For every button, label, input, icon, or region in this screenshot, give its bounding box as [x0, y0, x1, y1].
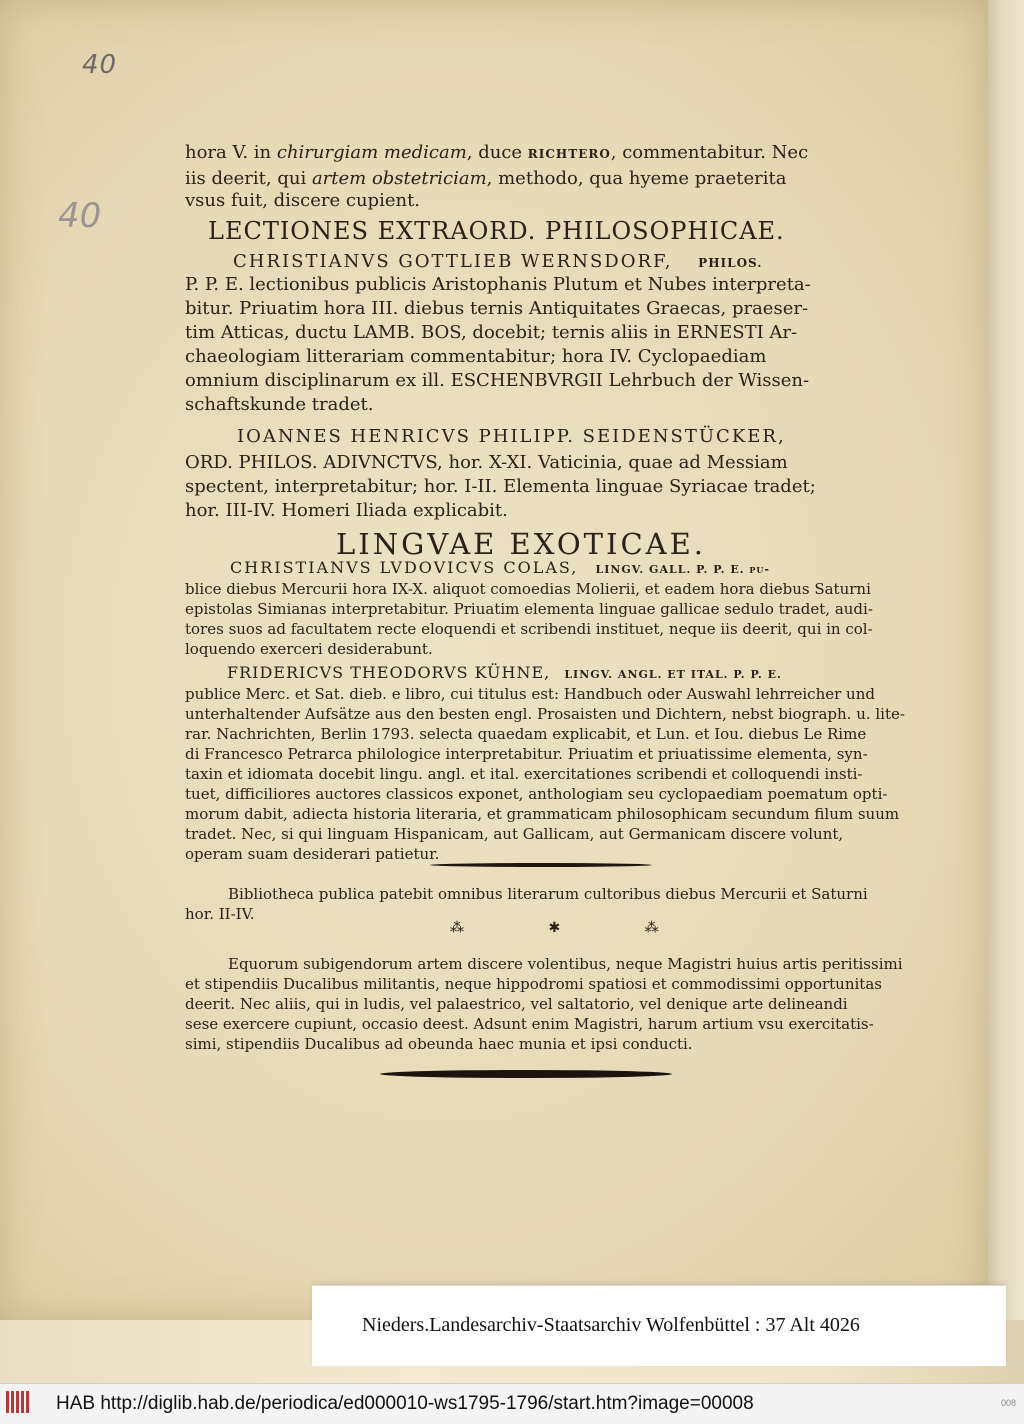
text-line: taxin et idiomata docebit lingu. angl. et ital. exercitationes scribendi et colloquendi insti- — [185, 765, 863, 783]
text-line: iis deerit, qui artem obstetriciam, methodo, qua hyeme praeterita — [185, 168, 787, 189]
text-line: operam suam desiderari patietur. — [185, 845, 440, 863]
text-line: epistolas Simianas interpretabitur. Priuatim elementa linguae gallicae sedulo tradet, audi- — [185, 600, 873, 618]
text-line: sese exercere cupiunt, occasio deest. Adsunt enim Magistri, harum artium vsu exercitatis- — [185, 1015, 874, 1033]
text-line: deerit. Nec aliis, qui in ludis, vel palaestrico, vel saltatorio, vel denique arte delineandi — [185, 995, 848, 1013]
text-line: spectent, interpretabitur; hor. I-II. Elementa linguae Syriacae tradet; — [185, 476, 816, 497]
section-heading-exoticae: LINGVAE EXOTICAE. — [336, 527, 706, 561]
closing-ornament — [380, 1070, 672, 1078]
viewer-footer — [0, 1383, 1024, 1424]
text-line: blice diebus Mercurii hora IX-X. aliquot comoedias Molierii, et eadem hora diebus Saturni — [185, 580, 871, 598]
text-line: hora V. in chirurgiam medicam, duce RICHTERO, commentabitur. Nec — [185, 142, 809, 163]
text-line: unterhaltender Aufsätze aus den besten engl. Prosaisten und Dichtern, nebst biograph. u. lite- — [185, 705, 905, 723]
lecturer-name: FRIDERICVS THEODORVS KÜHNE, LINGV. ANGL. ET ITAL. P. P. E. — [227, 663, 782, 682]
text-line: Equorum subigendorum artem discere volentibus, neque Magistri huius artis peritissimi — [228, 955, 903, 973]
divider-rule — [430, 863, 652, 867]
text-line: tim Atticas, ductu LAMB. BOS, docebit; ternis aliis in ERNESTI Ar- — [185, 322, 798, 343]
text-line: et stipendiis Ducalibus militantis, neque hippodromi spatiosi et commodissimi opportunitas — [185, 975, 882, 993]
text-line: tradet. Nec, si qui linguam Hispanicam, aut Gallicam, aut Germanicam discere volunt, — [185, 825, 844, 843]
text-line: tores suos ad facultatem recte eloquendi et scribendi instituet, neque iis deerit, qui in col- — [185, 620, 873, 638]
text-line: chaeologiam litterariam commentabitur; hora IV. Cyclopaediam — [185, 346, 767, 367]
lecturer-name: CHRISTIANVS LVDOVICVS COLAS, LINGV. GALL. P. P. E. pu- — [230, 558, 770, 577]
footer-page-code: 008 — [1000, 1398, 1016, 1408]
lecturer-name: CHRISTIANVS GOTTLIEB WERNSDORF, PHILOS. — [233, 251, 763, 272]
text-line: di Francesco Petrarca philologice interpretabitur. Priuatim et priuatissime elementa, syn- — [185, 745, 868, 763]
handwritten-number: 40 — [82, 50, 118, 80]
text-line: hor. III-IV. Homeri Iliada explicabit. — [185, 500, 508, 521]
text-line: publice Merc. et Sat. dieb. e libro, cui titulus est: Handbuch oder Auswahl lehrreicher und — [185, 685, 875, 703]
archive-label — [312, 1285, 1006, 1366]
text-line: vsus fuit, discere cupient. — [185, 190, 421, 211]
text-line: Bibliotheca publica patebit omnibus literarum cultoribus diebus Mercurii et Saturni — [228, 885, 868, 903]
text-line: bitur. Priuatim hora III. diebus ternis Antiquitates Graecas, praeser- — [185, 298, 809, 319]
text-line: P. P. E. lectionibus publicis Aristophanis Plutum et Nubes interpreta- — [185, 274, 811, 295]
text-line: morum dabit, adiecta historia literaria, et grammaticam philosophicam secundum filum suum — [185, 805, 900, 823]
archive-label-text: Nieders.Landesarchiv-Staatsarchiv Wolfenbüttel : 37 Alt 4026 — [362, 1314, 860, 1336]
text-line: tuet, difficiliores auctores classicos exponet, anthologiam seu cyclopaediam poematum opti- — [185, 785, 888, 803]
asterism-ornament: ⁂ ✱ ⁂ — [450, 920, 699, 936]
handwritten-margin-mark: 40 — [58, 196, 102, 236]
text-line: loquendo exerceri desiderabunt. — [185, 640, 433, 658]
section-heading-philosophicae: LECTIONES EXTRAORD. PHILOSOPHICAE. — [208, 217, 785, 245]
text-line: hor. II-IV. — [185, 905, 255, 923]
text-line: simi, stipendiis Ducalibus ad obeunda haec munia et ipsi conducti. — [185, 1035, 693, 1053]
hab-logo-icon — [6, 1391, 48, 1415]
lecturer-name: IOANNES HENRICVS PHILIPP. SEIDENSTÜCKER, — [237, 426, 786, 447]
text-line: schaftskunde tradet. — [185, 394, 374, 415]
text-line: ORD. PHILOS. ADIVNCTVS, hor. X-XI. Vaticinia, quae ad Messiam — [185, 452, 788, 473]
text-line: rar. Nachrichten, Berlin 1793. selecta quaedam explicabit, et Lun. et Iou. diebus Le Rime — [185, 725, 867, 743]
adjacent-page-edge — [985, 0, 1024, 1320]
source-url-link[interactable]: HAB http://diglib.hab.de/periodica/ed000010-ws1795-1796/start.htm?image=00008 — [56, 1393, 754, 1414]
text-line: omnium disciplinarum ex ill. ESCHENBVRGII Lehrbuch der Wissen- — [185, 370, 810, 391]
